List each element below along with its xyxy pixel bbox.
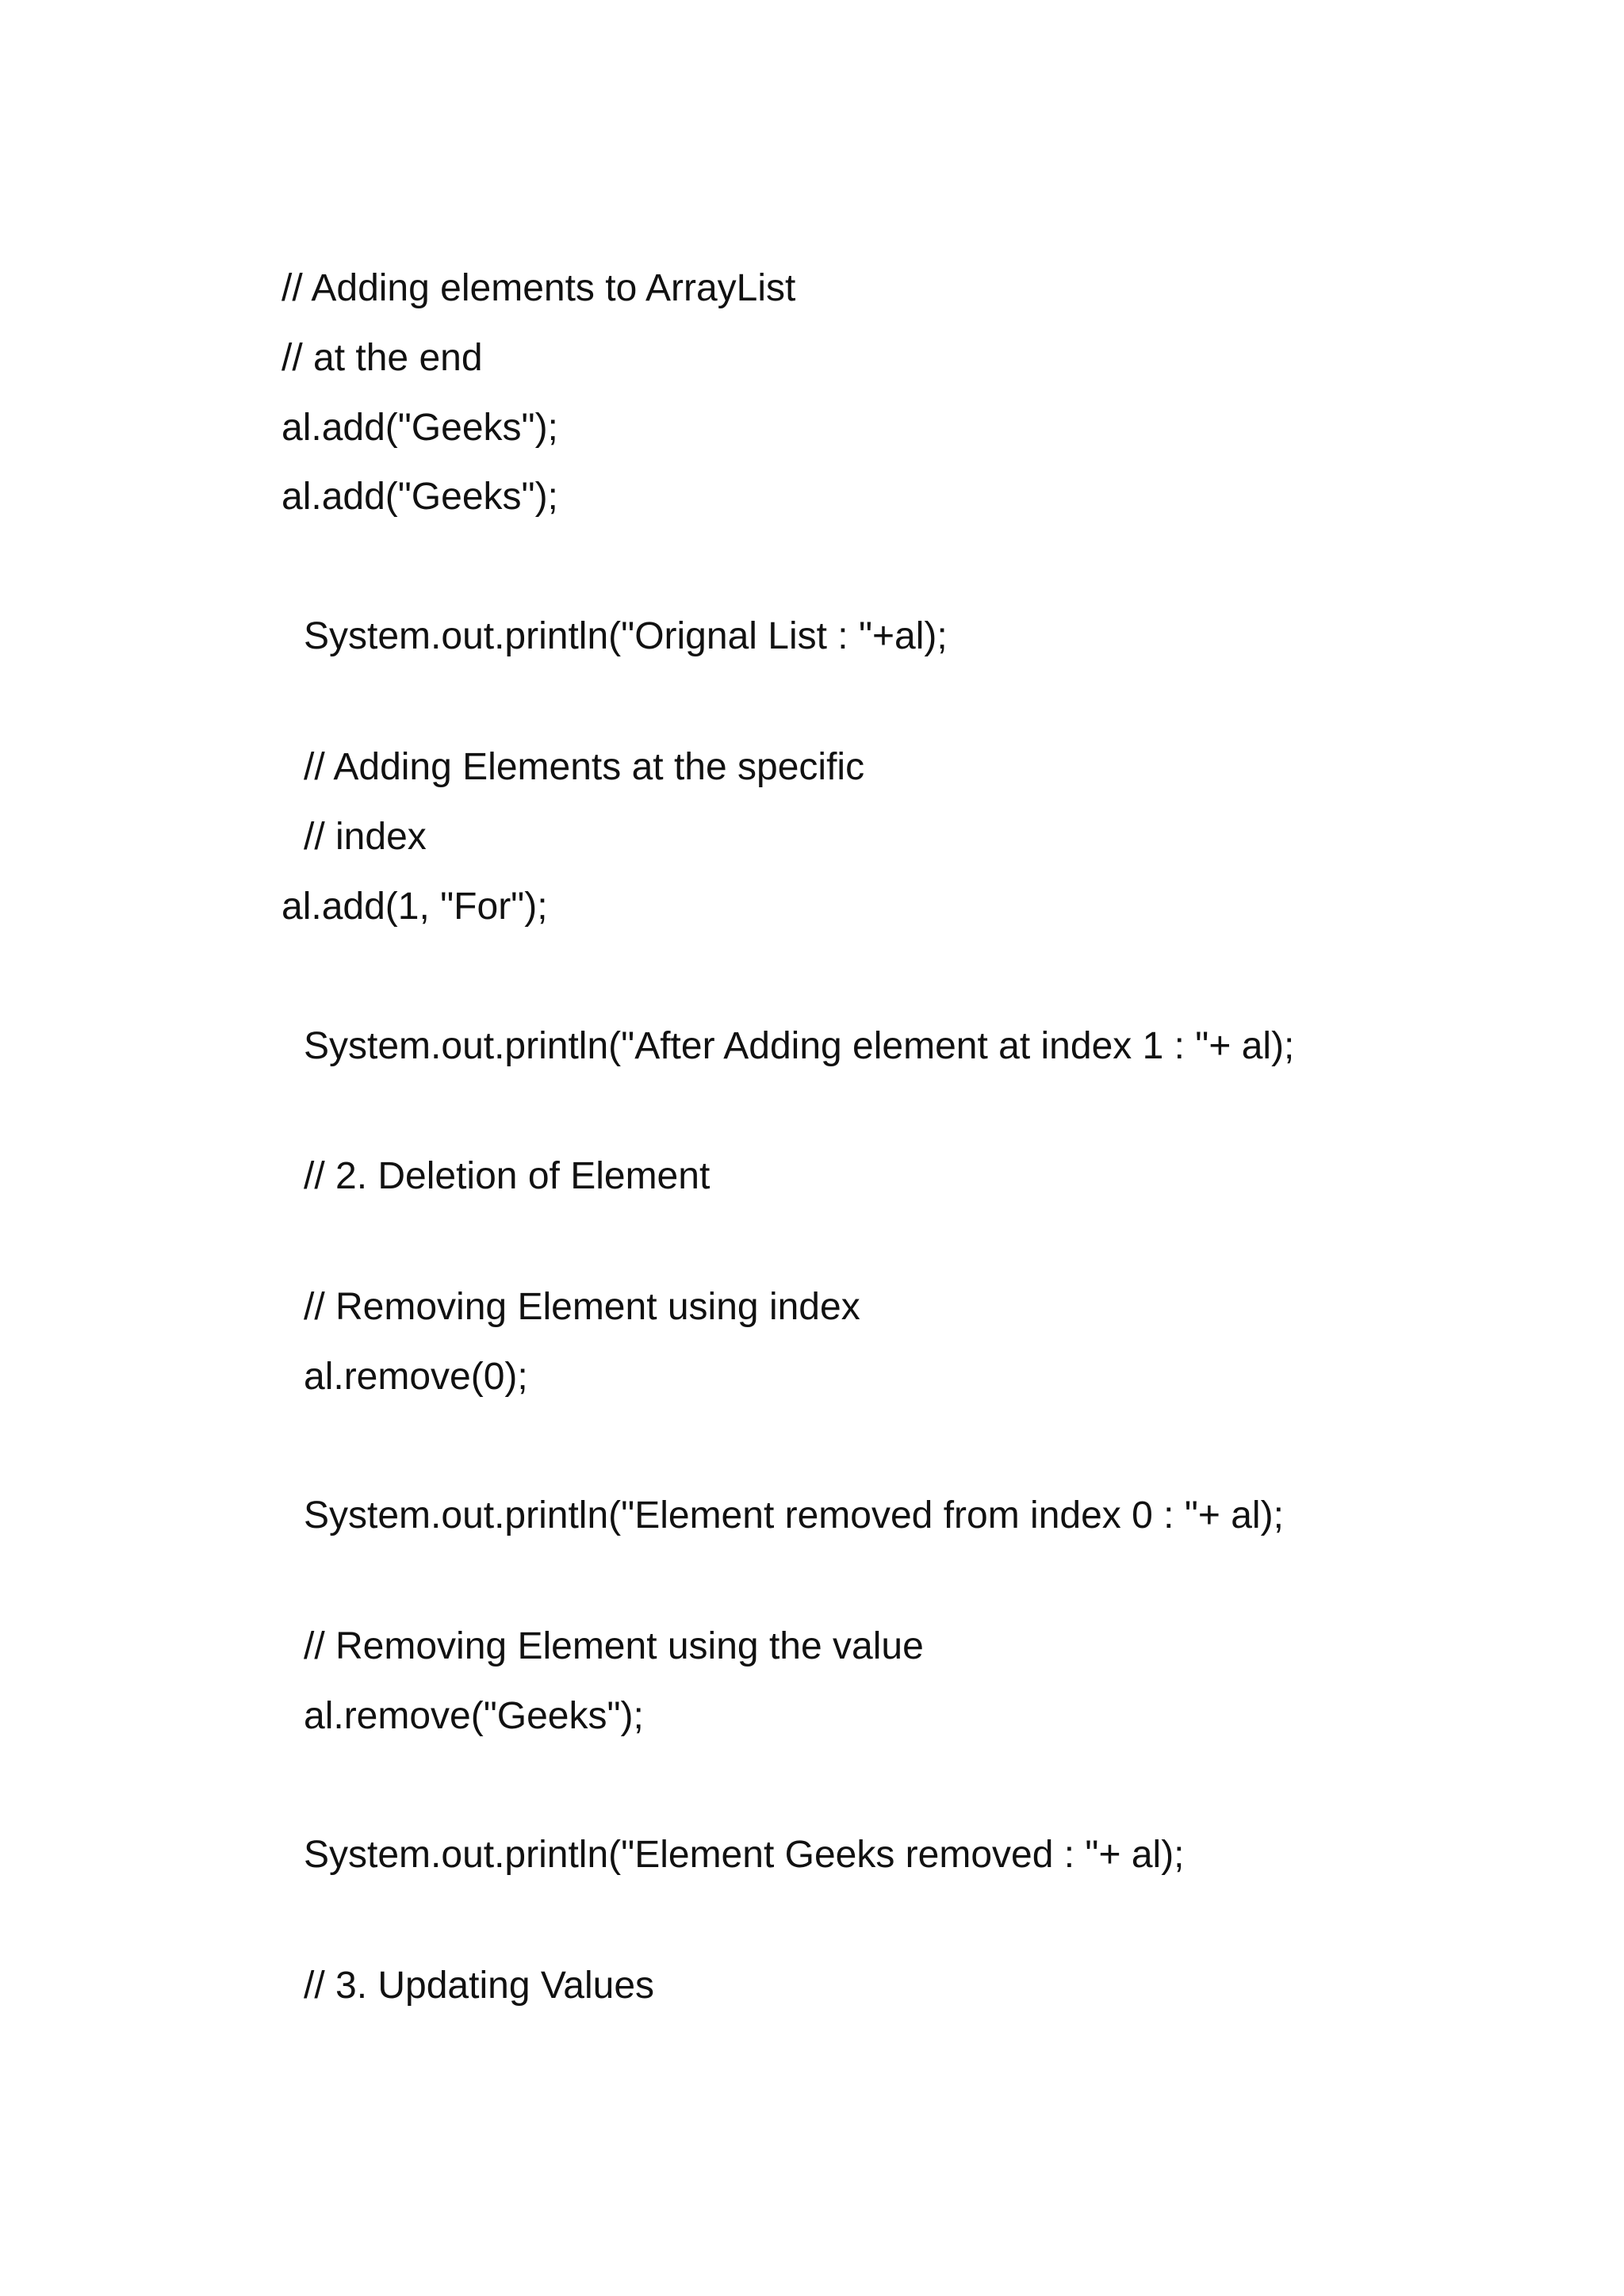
code-line: al.add("Geeks"); [282,407,558,449]
code-comment: // 2. Deletion of Element [304,1155,710,1197]
code-line: System.out.println("Element Geeks removed : "+ al); [304,1834,1185,1876]
code-line: System.out.println("After Adding element at index 1 : "+ al); [304,1025,1295,1067]
code-comment: // Removing Element using the value [304,1625,924,1667]
code-line: al.remove(0); [304,1356,528,1398]
code-line: System.out.println("Element removed from index 0 : "+ al); [304,1494,1284,1536]
code-comment: // at the end [282,337,483,379]
code-comment: // 3. Updating Values [304,1965,655,2007]
code-line: al.add("Geeks"); [282,476,558,518]
code-comment: // Removing Element using index [304,1286,860,1328]
code-line: al.remove("Geeks"); [304,1695,644,1737]
code-line: System.out.println("Orignal List : "+al); [304,615,948,657]
code-comment: // Adding Elements at the specific [304,746,865,788]
code-line: al.add(1, "For"); [282,886,548,928]
code-comment: // index [304,816,427,858]
code-comment: // Adding elements to ArrayList [282,267,796,309]
